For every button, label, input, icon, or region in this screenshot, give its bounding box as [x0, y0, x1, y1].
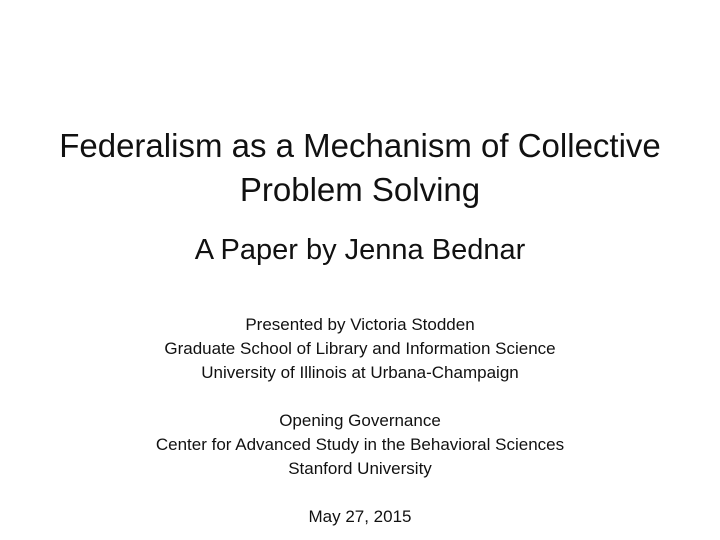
spacer [0, 385, 720, 409]
presentation-details [0, 313, 720, 529]
slide-subtitle: A Paper by Jenna Bednar [194, 234, 526, 266]
event-center: Center for Advanced Study in the Behavioral Sciences [155, 435, 565, 454]
slide-title-line-1: Federalism as a Mechanism of Collective [59, 127, 661, 164]
presentation-date: May 27, 2015 [308, 507, 412, 526]
presenter-school: Graduate School of Library and Information Science [164, 339, 556, 358]
slide-title [0, 124, 720, 212]
event-name: Opening Governance [279, 411, 441, 430]
presenter-line: Presented by Victoria Stodden [245, 315, 475, 334]
event-university: Stanford University [288, 459, 432, 478]
slide-title-line-2: Problem Solving [239, 171, 481, 208]
presenter-university: University of Illinois at Urbana-Champaign [201, 363, 519, 382]
spacer [0, 481, 720, 505]
